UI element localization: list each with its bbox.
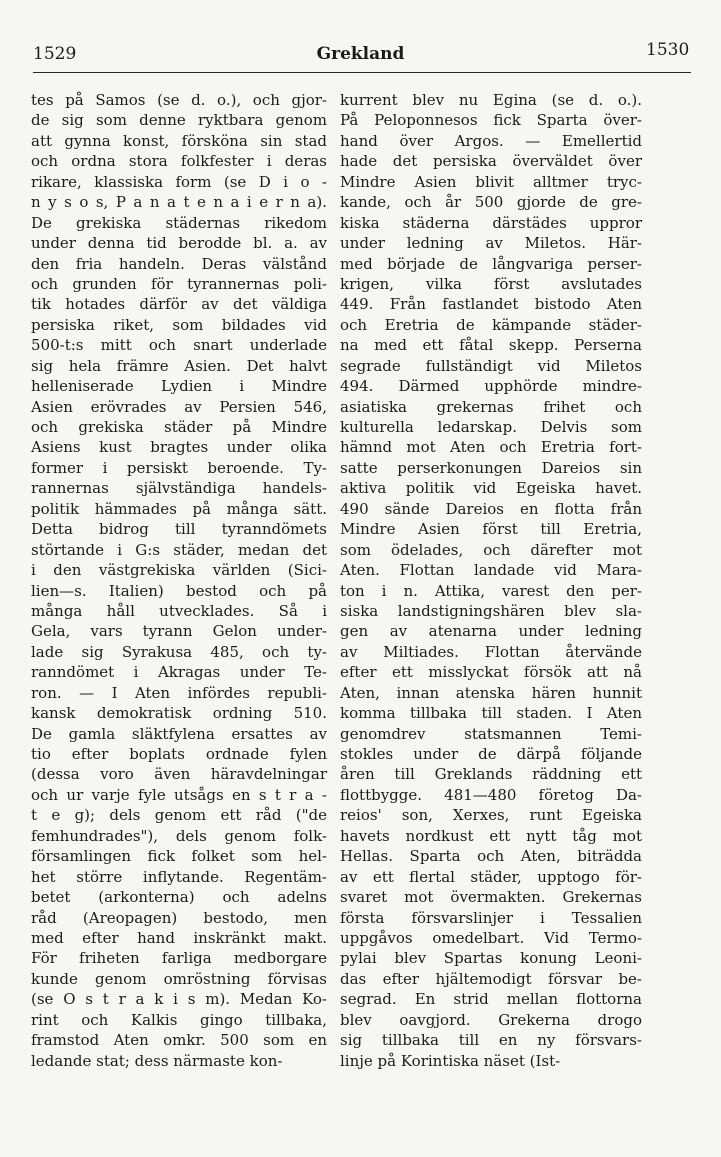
text-line: Gela, vars tyrann Gelon under-: [31, 622, 327, 641]
text-line: med efter hand inskränkt makt.: [31, 928, 327, 947]
text-line: uppgåvos omedelbart. Vid Termo-: [340, 928, 642, 947]
text-line: das efter hjältemodigt försvar be-: [340, 969, 642, 988]
text-line: tes på Samos (se d. o.), och gjor-: [31, 91, 327, 109]
text-line: blev oavgjord. Grekerna drogo: [340, 1010, 642, 1029]
text-line: Detta bidrog till tyranndömets: [31, 520, 327, 539]
text-line: För friheten farliga medborgare: [31, 949, 327, 968]
text-line: genomdrev statsmannen Temi-: [340, 724, 642, 743]
text-line: råd (Areopagen) bestodo, men: [31, 908, 327, 927]
text-line: segrade fullständigt vid Miletos: [340, 356, 642, 375]
text-line: första försvarslinjer i Tessalien: [340, 908, 642, 927]
text-line: persiska riket, som bildades vid: [31, 315, 327, 334]
text-line: tio efter boplats ordnade fylen: [31, 745, 327, 763]
text-line: På Peloponnesos fick Sparta över-: [340, 111, 642, 130]
text-line: ledande stat; dess närmaste kon-: [31, 1051, 283, 1070]
text-line: satte perserkonungen Dareios sin: [340, 458, 642, 477]
text-line: i den västgrekiska världen (Sici-: [31, 561, 327, 580]
text-line: kurrent blev nu Egina (se d. o.).: [340, 91, 642, 109]
text-line: åren till Greklands räddning ett: [340, 765, 642, 784]
text-line: havets nordkust ett nytt tåg mot: [340, 826, 642, 845]
text-line: rannernas självständiga handels-: [31, 479, 327, 498]
text-line: Mindre Asien först till Eretria,: [340, 520, 642, 539]
text-line: som ödelades, och därefter mot: [340, 540, 642, 559]
text-line: många håll utvecklades. Så i: [31, 601, 327, 620]
header-rule: [33, 72, 691, 73]
text-line: hade det persiska överväldet över: [340, 152, 642, 171]
text-line: ron. — I Aten infördes republi-: [31, 683, 327, 702]
text-line: Hellas. Sparta och Aten, biträdda: [340, 847, 642, 866]
text-line: kiska städerna därstädes uppror: [340, 213, 642, 232]
text-line: stokles under de därpå följande: [340, 745, 642, 763]
text-line: av Miltiades. Flottan återvände: [340, 642, 642, 661]
text-line: framstod Aten omkr. 500 som en: [31, 1031, 327, 1050]
text-line: lade sig Syrakusa 485, och ty-: [31, 642, 327, 661]
text-line: lien—s. Italien) bestod och på: [31, 581, 327, 600]
text-line: het större inflytande. Regentäm-: [31, 867, 327, 886]
text-line: 500-t:s mitt och snart underlade: [31, 336, 327, 355]
text-line: komma tillbaka till staden. I Aten: [340, 704, 642, 723]
text-line: tik hotades därför av det väldiga: [31, 295, 327, 314]
text-line: de sig som denne ryktbara genom: [31, 111, 327, 130]
text-line: att gynna konst, försköna sin stad: [31, 131, 327, 150]
text-line: helleniserade Lydien i Mindre: [31, 377, 327, 396]
text-line: hand över Argos. — Emellertid: [340, 131, 642, 150]
text-line: n y s o s, P a n a t e n a i e r n a).: [31, 193, 327, 212]
text-line: och Eretria de kämpande städer-: [340, 315, 642, 334]
text-line: former i persiskt beroende. Ty-: [31, 458, 327, 477]
text-line: störtande i G:s städer, medan det: [31, 540, 327, 559]
page-title: Grekland: [316, 44, 405, 64]
text-line: flottbygge. 481—480 företog Da-: [340, 785, 642, 804]
text-line: kulturella ledarskap. Delvis som: [340, 418, 642, 436]
text-line: (dessa voro även häravdelningar: [31, 765, 327, 784]
text-line: under ledning av Miletos. Här-: [340, 234, 642, 253]
text-line: Aten. Flottan landade vid Mara-: [340, 561, 642, 580]
text-line: aktiva politik vid Egeiska havet.: [340, 479, 642, 498]
text-line: ton i n. Attika, varest den per-: [340, 581, 642, 600]
text-line: hämnd mot Aten och Eretria fort-: [340, 438, 642, 457]
text-line: kande, och år 500 gjorde de gre-: [340, 193, 642, 212]
text-line: och grekiska städer på Mindre: [31, 418, 327, 436]
text-line: (se O s t r a k i s m). Medan Ko-: [31, 990, 327, 1009]
text-line: De grekiska städernas rikedom: [31, 213, 327, 232]
text-line: rikare, klassiska form (se D i o -: [31, 172, 327, 191]
text-line: kansk demokratisk ordning 510.: [31, 704, 327, 723]
text-line: t e g); dels genom ett råd ("de: [31, 806, 327, 825]
text-line: linje på Korintiska näset (Ist-: [340, 1051, 561, 1070]
text-line: kunde genom omröstning förvisas: [31, 969, 327, 988]
text-line: asiatiska grekernas frihet och: [340, 397, 642, 416]
text-line: och ur varje fyle utsågs en s t r a -: [31, 785, 327, 804]
text-line: politik hämmades på många sätt.: [31, 499, 327, 518]
text-line: De gamla släktfylena ersattes av: [31, 724, 327, 743]
text-line: betet (arkonterna) och adelns: [31, 888, 327, 907]
text-line: ranndömet i Akragas under Te-: [31, 663, 327, 682]
text-line: och ordna stora folkfester i deras: [31, 152, 327, 171]
text-line: efter ett misslyckat försök att nå: [340, 663, 642, 682]
text-line: gen av atenarna under ledning: [340, 622, 642, 641]
page-number-left: 1529: [33, 44, 77, 64]
text-line: den fria handeln. Deras välstånd: [31, 254, 327, 273]
text-line: församlingen fick folket som hel-: [31, 847, 327, 866]
text-line: med började de långvariga perser-: [340, 254, 642, 273]
text-line: sig tillbaka till en ny försvars-: [340, 1031, 642, 1050]
text-line: av ett flertal städer, upptogo för-: [340, 867, 642, 886]
text-line: Asiens kust bragtes under olika: [31, 438, 327, 457]
column-left: [31, 90, 327, 1071]
text-line: under denna tid berodde bl. a. av: [31, 234, 327, 253]
text-line: krigen, vilka först avslutades: [340, 274, 642, 293]
text-line: na med ett fåtal skepp. Perserna: [340, 336, 642, 355]
text-line: sig hela främre Asien. Det halvt: [31, 356, 327, 375]
column-right: [340, 90, 642, 1071]
text-line: 490 sände Dareios en flotta från: [340, 499, 642, 518]
text-line: Asien erövrades av Persien 546,: [31, 397, 327, 416]
text-line: och grunden för tyrannernas poli-: [31, 274, 327, 293]
text-line: 494. Därmed upphörde mindre-: [340, 377, 642, 396]
text-line: svaret mot övermakten. Grekernas: [340, 888, 642, 907]
text-line: segrad. En strid mellan flottorna: [340, 990, 642, 1009]
text-line: rint och Kalkis gingo tillbaka,: [31, 1010, 327, 1029]
text-line: Aten, innan atenska hären hunnit: [340, 683, 642, 702]
text-line: femhundrades"), dels genom folk-: [31, 826, 327, 845]
text-line: siska landstigningshären blev sla-: [340, 601, 642, 620]
page-number-right: 1530: [646, 40, 690, 60]
text-line: 449. Från fastlandet bistodo Aten: [340, 295, 642, 314]
text-line: reios' son, Xerxes, runt Egeiska: [340, 806, 642, 825]
text-line: Mindre Asien blivit alltmer tryc-: [340, 172, 642, 191]
text-line: pylai blev Spartas konung Leoni-: [340, 949, 642, 968]
